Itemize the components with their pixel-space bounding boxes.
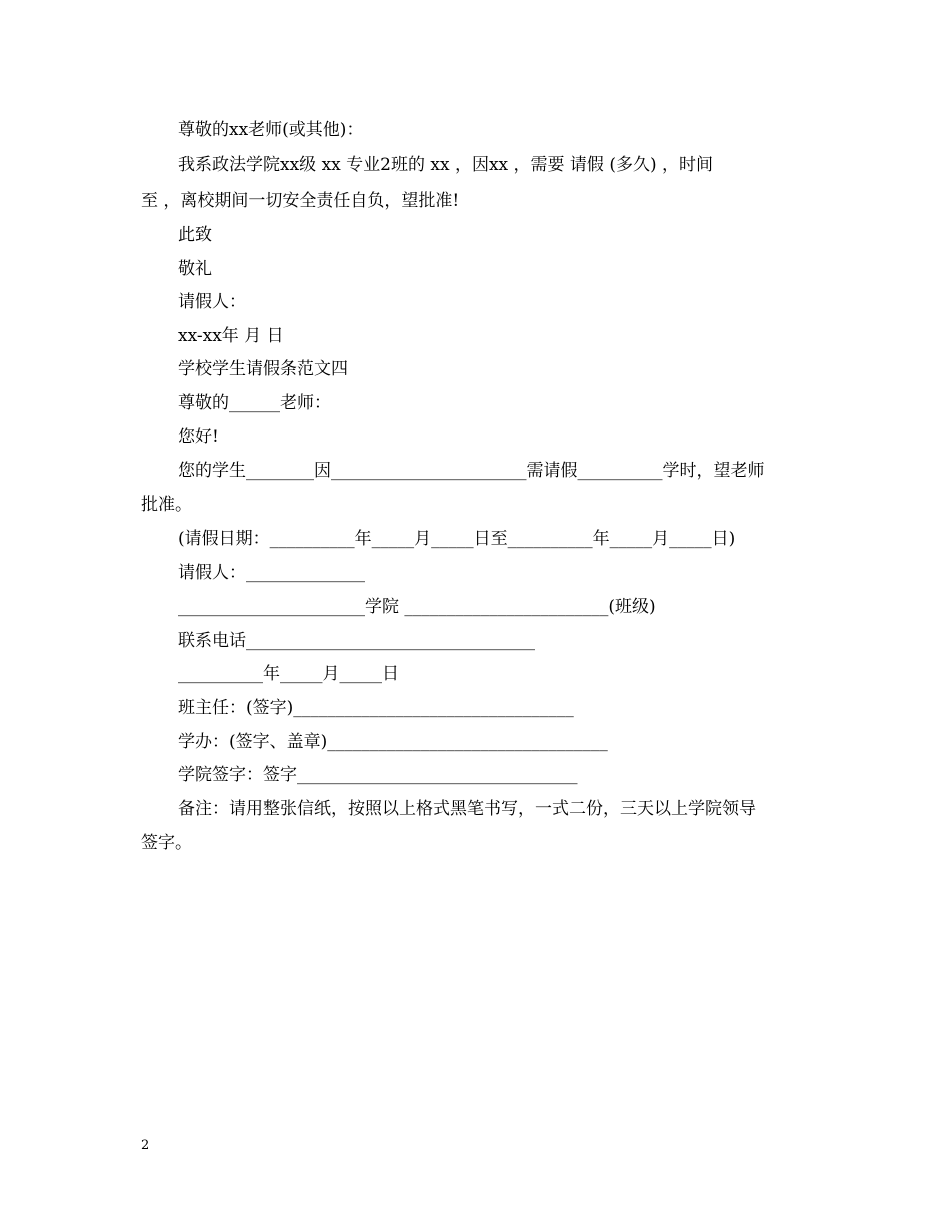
phone-line: 联系电话__________________________________ xyxy=(178,631,535,651)
college-class-line: ______________________学院 ________________________(班级) xyxy=(178,597,656,617)
closing-cizhi: 此致 xyxy=(178,225,212,245)
signature-label-1: 请假人： xyxy=(178,292,246,312)
applicant-line: 请假人：______________ xyxy=(178,563,365,583)
body-paragraph-1-line-2: 至 ，离校期间一切安全责任自负，望批准! xyxy=(141,191,460,211)
note-line-2: 签字。 xyxy=(141,833,192,853)
head-teacher-signature-line: 班主任：(签字)_________________________________ xyxy=(178,698,574,718)
date-line-1: xx-xx年 月 日 xyxy=(178,326,284,346)
body-paragraph-2-line-2: 批准。 xyxy=(141,495,192,515)
date-line-2: __________年_____月_____日 xyxy=(178,664,399,684)
greeting: 您好! xyxy=(178,427,219,447)
section-heading: 学校学生请假条范文四 xyxy=(178,359,348,379)
body-paragraph-1-line-1: 我系政法学院xx级 xx 专业2班的 xx ，因xx ，需要 请假 (多久) ，时间 xyxy=(178,155,714,175)
body-paragraph-2-line-1: 您的学生________因_______________________需请假__________学时，望老师 xyxy=(178,461,765,481)
salutation-1: 尊敬的xx老师(或其他)： xyxy=(178,120,364,140)
note-line-1: 备注：请用整张信纸，按照以上格式黑笔书写，一式二份，三天以上学院领导 xyxy=(178,799,756,819)
student-office-signature-line: 学办：(签字、盖章)_________________________________ xyxy=(178,732,608,752)
leave-date-line: (请假日期：__________年_____月_____日至__________年_____月_____日) xyxy=(178,529,736,549)
page-number: 2 xyxy=(141,1138,150,1153)
college-signature-line: 学院签字：签字_________________________________ xyxy=(178,765,578,785)
salutation-2: 尊敬的______老师： xyxy=(178,393,331,413)
closing-jingli: 敬礼 xyxy=(178,259,212,279)
